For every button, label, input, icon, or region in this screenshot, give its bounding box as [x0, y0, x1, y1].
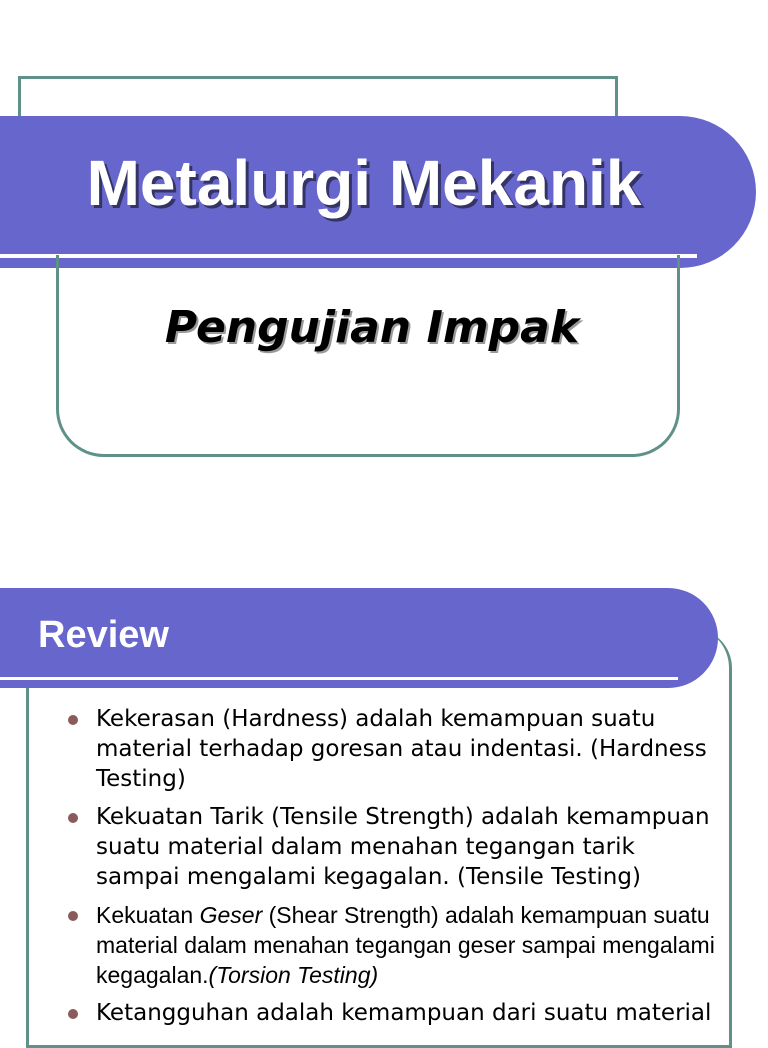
- bullet-text-mid: (Shear Strength) adalah kemampuan suatu material dalam menahan tegangan geser sampai mengalami kegagalan.: [96, 902, 715, 988]
- bullet-text: Ketangguhan adalah kemampuan dari suatu material: [96, 1000, 712, 1026]
- bullet-text: Kekerasan (Hardness) adalah kemampuan suatu material terhadap goresan atau indentasi. (Hardness Testing): [96, 706, 707, 792]
- review-heading: Review: [38, 614, 169, 656]
- list-item: [62, 900, 722, 990]
- bullet-text-pre: Kekuatan: [96, 902, 200, 928]
- bullet-text: Kekuatan Tarik (Tensile Strength) adalah kemampuan suatu material dalam menahan tegangan tarik sampai mengalami kegagalan. (Tensile Testing): [96, 804, 710, 890]
- bullet-text-italic-end: (Torsion Testing): [208, 962, 379, 988]
- slide-title: Metalurgi Mekanik: [86, 147, 642, 219]
- bullet-text-italic: Geser: [199, 902, 263, 928]
- list-item: [62, 704, 722, 794]
- title-slide: [0, 0, 768, 500]
- review-divider: [0, 677, 678, 680]
- bullet-dot-icon: [68, 1009, 78, 1019]
- bullet-dot-icon: [68, 715, 78, 725]
- subtitle-frame: [56, 255, 680, 457]
- slide-subtitle: Pengujian Impak: [164, 302, 580, 353]
- list-item: [62, 802, 722, 892]
- review-bullet-list: [62, 704, 722, 1036]
- review-slide: [0, 588, 768, 1024]
- bullet-dot-icon: [68, 911, 78, 921]
- bullet-dot-icon: [68, 813, 78, 823]
